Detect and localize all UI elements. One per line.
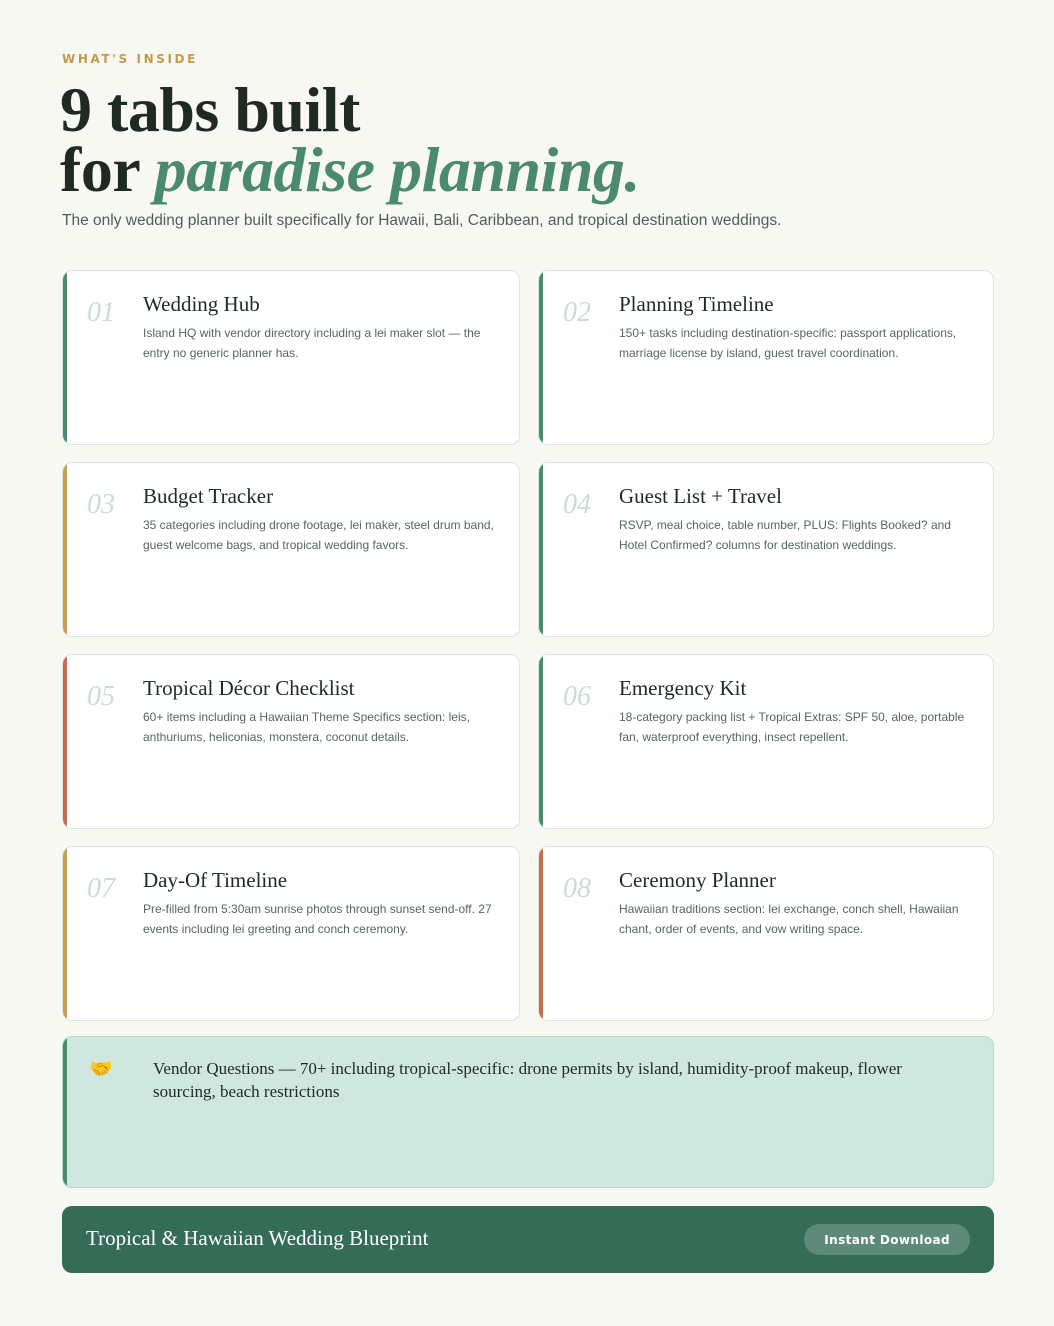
tab-card xyxy=(62,462,520,637)
page-subtitle: The only wedding planner built specifically for Hawaii, Bali, Caribbean, and tropical destination weddings. xyxy=(62,212,782,229)
card-accent-bar xyxy=(63,655,67,828)
tab-card xyxy=(538,654,994,829)
tab-title: Planning Timeline xyxy=(619,292,774,316)
section-eyebrow: WHAT'S INSIDE xyxy=(62,52,198,66)
card-accent-bar xyxy=(63,847,67,1020)
tab-number: 07 xyxy=(87,873,115,904)
tab-number: 05 xyxy=(87,681,115,712)
footer-banner xyxy=(62,1206,994,1273)
tab-number: 01 xyxy=(87,297,115,328)
tab-description: 150+ tasks including destination-specific: passport applications, marriage license by island, guest travel coordination. xyxy=(619,326,957,360)
card-accent-bar xyxy=(63,1037,67,1187)
tab-description: Pre-filled from 5:30am sunrise photos through sunset send-off. 27 events including lei greeting and conch ceremony. xyxy=(143,902,492,936)
card-accent-bar xyxy=(539,655,543,828)
card-accent-bar xyxy=(539,847,543,1020)
headline-accent: paradise planning. xyxy=(154,134,640,205)
tab-card xyxy=(62,654,520,829)
page-title xyxy=(60,74,640,205)
tab-title: Tropical Décor Checklist xyxy=(143,676,355,700)
tab-number: 02 xyxy=(563,297,591,328)
card-accent-bar xyxy=(63,463,67,636)
tab-card xyxy=(62,270,520,445)
handshake-icon: 🤝 xyxy=(89,1059,113,1080)
tab-description: 18-category packing list + Tropical Extras: SPF 50, aloe, portable fan, waterproof everything, insect repellent. xyxy=(619,710,965,744)
headline-line-2-prefix: for xyxy=(60,134,155,205)
tab-title: Budget Tracker xyxy=(143,484,274,508)
headline-line-1: 9 tabs built xyxy=(60,74,360,145)
tab-description: 35 categories including drone footage, lei maker, steel drum band, guest welcome bags, and tropical wedding favors. xyxy=(143,518,494,552)
tabs-grid xyxy=(62,270,994,1021)
card-accent-bar xyxy=(63,271,67,444)
tab-number: 08 xyxy=(563,873,591,904)
tab-number: 06 xyxy=(563,681,591,712)
vendor-questions-text: Vendor Questions — 70+ including tropical-specific: drone permits by island, humidity-proof makeup, flower sourcing, beach restrictions xyxy=(153,1059,902,1101)
tab-description: Island HQ with vendor directory including a lei maker slot — the entry no generic planner has. xyxy=(143,326,481,360)
tab-title: Wedding Hub xyxy=(143,292,260,316)
tab-description: 60+ items including a Hawaiian Theme Specifics section: leis, anthuriums, heliconias, monstera, coconut details. xyxy=(143,710,470,744)
tab-card xyxy=(538,270,994,445)
tab-title: Ceremony Planner xyxy=(619,868,776,892)
footer-brand: Tropical & Hawaiian Wedding Blueprint xyxy=(86,1226,429,1250)
card-accent-bar xyxy=(539,271,543,444)
instant-download-button[interactable]: Instant Download xyxy=(804,1224,970,1255)
tab-title: Day-Of Timeline xyxy=(143,868,288,892)
vendor-questions-card xyxy=(62,1036,994,1188)
tab-description: Hawaiian traditions section: lei exchange, conch shell, Hawaiian chant, order of events, and vow writing space. xyxy=(619,902,959,936)
card-accent-bar xyxy=(539,463,543,636)
tab-description: RSVP, meal choice, table number, PLUS: Flights Booked? and Hotel Confirmed? columns for destination weddings. xyxy=(619,518,951,552)
tab-number: 03 xyxy=(87,489,115,520)
tab-title: Guest List + Travel xyxy=(619,484,782,508)
tab-card xyxy=(538,846,994,1021)
tab-card xyxy=(538,462,994,637)
tab-card xyxy=(62,846,520,1021)
tab-number: 04 xyxy=(563,489,591,520)
tab-title: Emergency Kit xyxy=(619,676,747,700)
